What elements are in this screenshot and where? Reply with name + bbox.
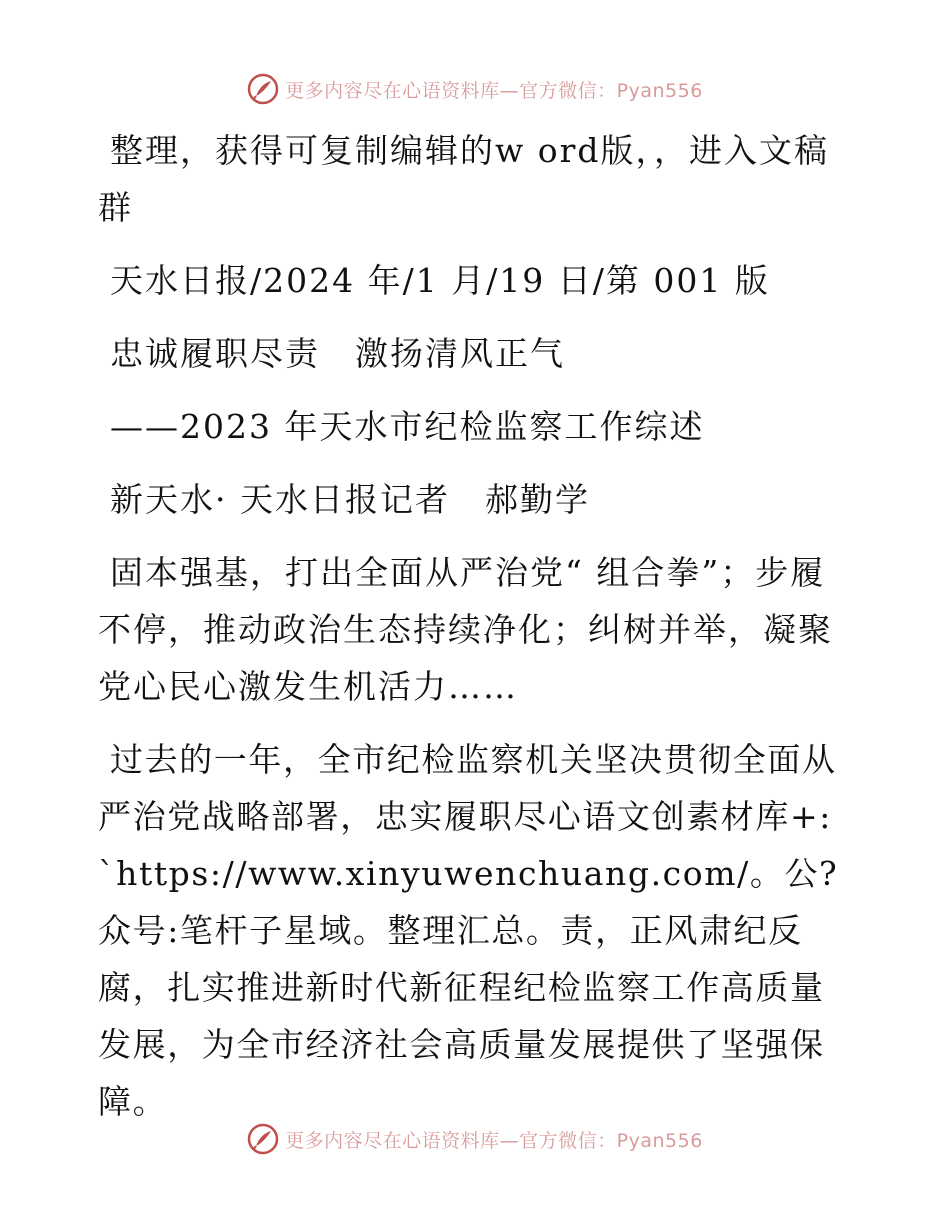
header-watermark xyxy=(0,72,950,106)
byline: 新天水· 天水日报记者 郝勤学 xyxy=(110,480,590,519)
feather-pen-logo-icon xyxy=(247,73,279,105)
watermark-text: 更多内容尽在心语资料库—官方微信：Pyan556 xyxy=(285,79,703,102)
article-subtitle: ——2023 年天水市纪检监察工作综述 xyxy=(110,407,705,446)
publication-line: 天水日报/2024 年/1 月/19 日/第 001 版 xyxy=(110,261,770,300)
document-body xyxy=(98,122,858,1130)
feather-pen-logo-icon xyxy=(247,1123,279,1155)
intro-note: 整理，获得可复制编辑的w ord版，，进入文稿群 xyxy=(98,131,830,227)
article-title: 忠诚履职尽责 激扬清风正气 xyxy=(110,334,565,373)
footer-watermark xyxy=(0,1122,950,1156)
watermark-text: 更多内容尽在心语资料库—官方微信：Pyan556 xyxy=(285,1129,703,1152)
body-paragraph: 过去的一年，全市纪检监察机关坚决贯彻全面从严治党战略部署，忠实履职尽心语文创素材库+: `https://www.xinyuwenchuang.com/。公?众号:笔杆子星域。整理汇总。责，正风肃纪反腐，扎实推进新时代新征程纪检监察工作高质量发展，为全市经济社会高质量发展提供了坚强保障。 xyxy=(98,740,839,1121)
lead-paragraph: 固本强基，打出全面从严治党“ 组合拳”；步履不停，推动政治生态持续净化；纠树并举，凝聚党心民心激发生机活力…… xyxy=(98,553,833,706)
